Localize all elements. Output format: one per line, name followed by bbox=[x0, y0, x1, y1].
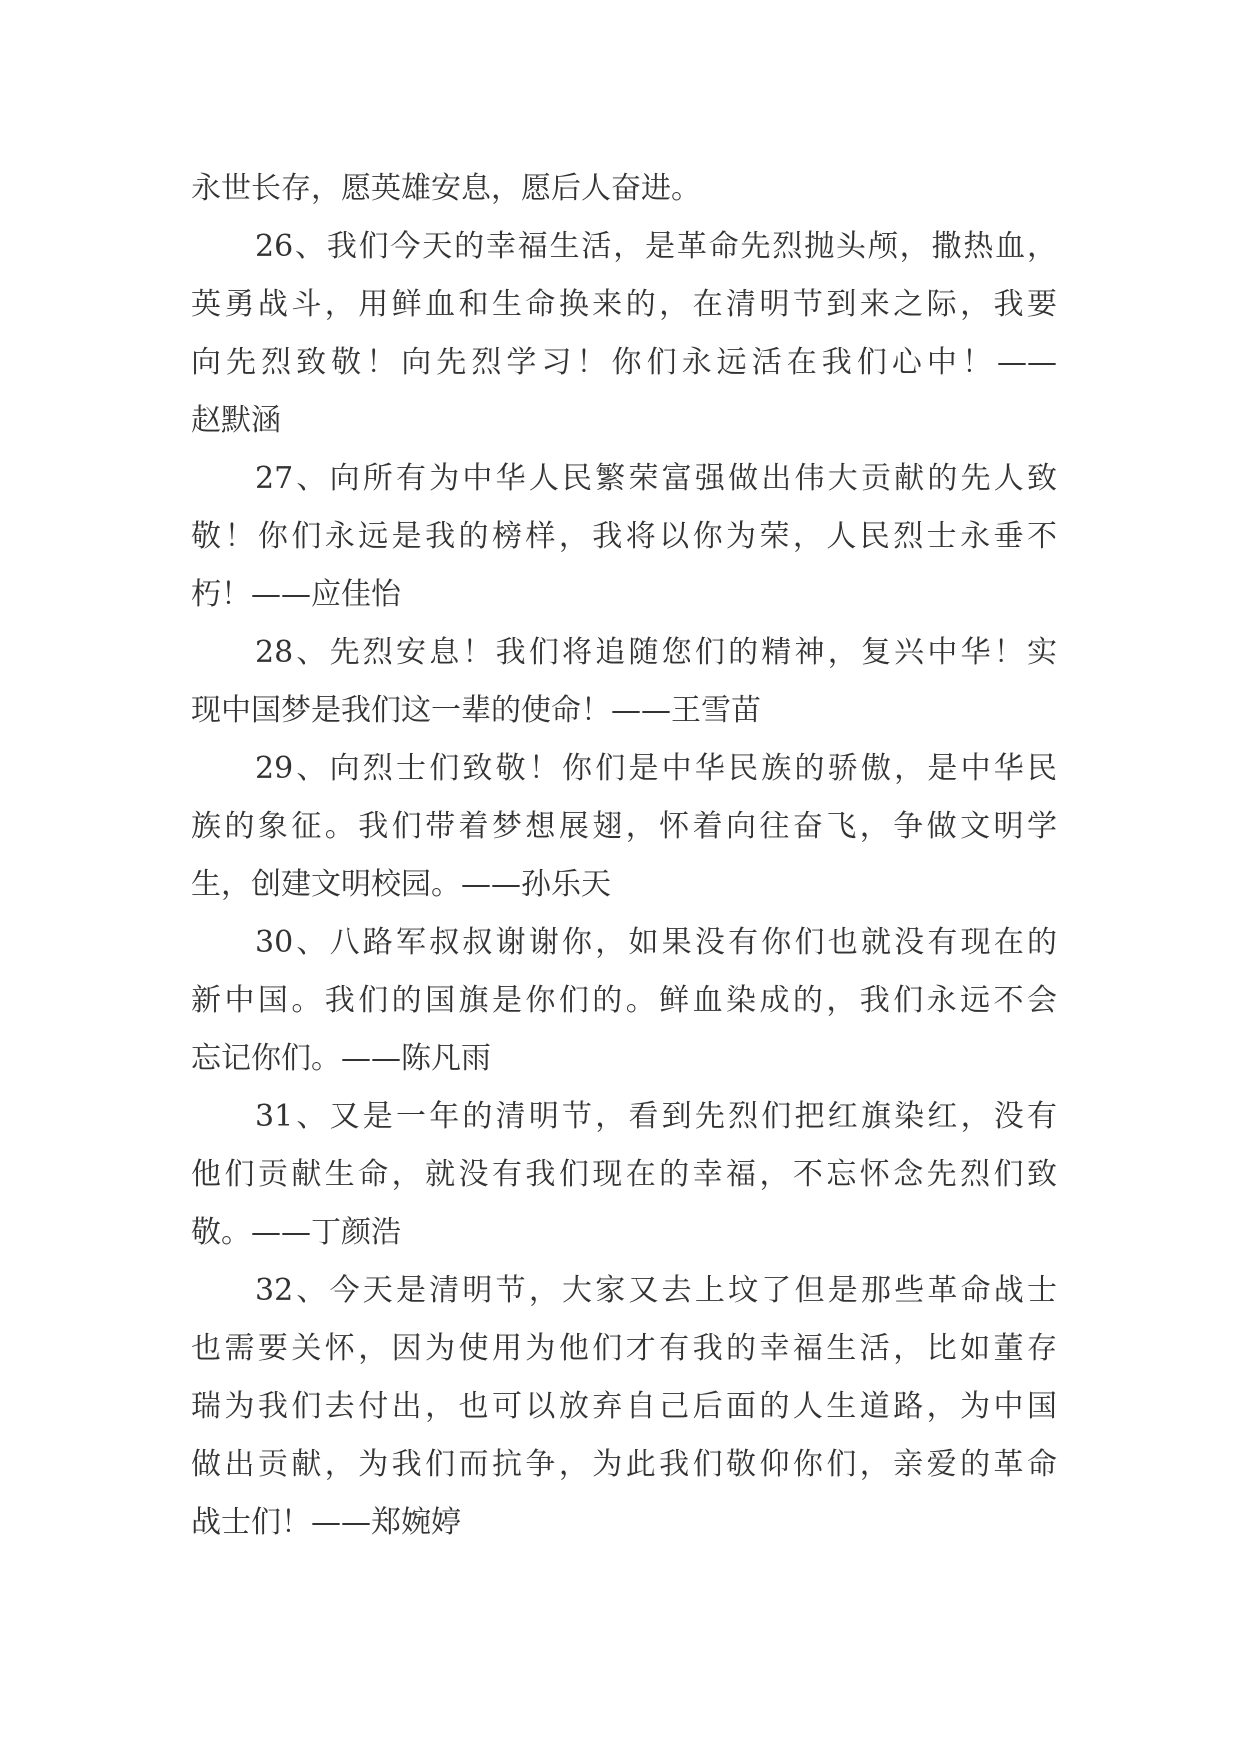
text-line: 也需要关怀，因为使用为他们才有我的幸福生活，比如董存 bbox=[191, 1331, 1057, 1366]
paragraph bbox=[191, 160, 1057, 218]
paragraph-27 bbox=[191, 450, 1057, 624]
document-body bbox=[191, 160, 1057, 1552]
text-line: 赵默涵 bbox=[191, 403, 281, 438]
text-line: 英勇战斗，用鲜血和生命换来的，在清明节到来之际，我要 bbox=[191, 287, 1057, 322]
text-line: 族的象征。我们带着梦想展翅，怀着向往奋飞，争做文明学 bbox=[191, 809, 1057, 844]
text-line: 敬。——丁颜浩 bbox=[191, 1215, 401, 1250]
paragraph-28 bbox=[191, 624, 1057, 740]
text-line: 26、我们今天的幸福生活，是革命先烈抛头颅，撒热血， bbox=[255, 229, 1057, 264]
paragraph-30 bbox=[191, 914, 1057, 1088]
paragraph-32 bbox=[191, 1262, 1057, 1552]
text-line: 29、向烈士们致敬！你们是中华民族的骄傲，是中华民 bbox=[255, 751, 1057, 786]
paragraph-29 bbox=[191, 740, 1057, 914]
text-line: 现中国梦是我们这一辈的使命！——王雪苗 bbox=[191, 693, 761, 728]
text-line: 忘记你们。——陈凡雨 bbox=[191, 1041, 491, 1076]
text-line: 31、又是一年的清明节，看到先烈们把红旗染红，没有 bbox=[255, 1099, 1057, 1134]
text-line: 朽！——应佳怡 bbox=[191, 577, 401, 612]
text-line: 28、先烈安息！我们将追随您们的精神，复兴中华！实 bbox=[255, 635, 1057, 670]
text-line: 做出贡献，为我们而抗争，为此我们敬仰你们，亲爱的革命 bbox=[191, 1447, 1057, 1482]
text-line: 瑞为我们去付出，也可以放弃自己后面的人生道路，为中国 bbox=[191, 1389, 1057, 1424]
text-line: 新中国。我们的国旗是你们的。鲜血染成的，我们永远不会 bbox=[191, 983, 1057, 1018]
text-line: 30、八路军叔叔谢谢你，如果没有你们也就没有现在的 bbox=[255, 925, 1057, 960]
text-line: 敬！你们永远是我的榜样，我将以你为荣，人民烈士永垂不 bbox=[191, 519, 1057, 554]
text-line: 永世长存，愿英雄安息，愿后人奋进。 bbox=[191, 171, 701, 206]
text-line: 27、向所有为中华人民繁荣富强做出伟大贡献的先人致 bbox=[255, 461, 1057, 496]
text-line: 战士们！——郑婉婷 bbox=[191, 1505, 461, 1540]
text-line: 生，创建文明校园。——孙乐天 bbox=[191, 867, 611, 902]
text-line: 他们贡献生命，就没有我们现在的幸福，不忘怀念先烈们致 bbox=[191, 1157, 1057, 1192]
text-line: 向先烈致敬！向先烈学习！你们永远活在我们心中！—— bbox=[191, 345, 1057, 380]
paragraph-31 bbox=[191, 1088, 1057, 1262]
paragraph-26 bbox=[191, 218, 1057, 450]
text-line: 32、今天是清明节，大家又去上坟了但是那些革命战士 bbox=[255, 1273, 1057, 1308]
